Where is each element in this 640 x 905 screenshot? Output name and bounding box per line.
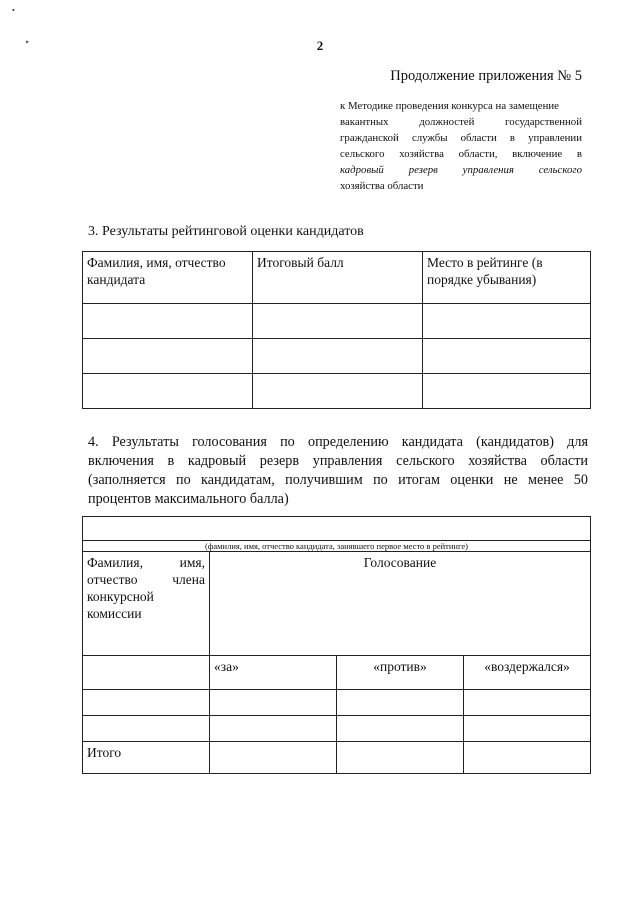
voting-header-row xyxy=(83,552,591,656)
page-number: 2 xyxy=(316,38,324,53)
appendix-description xyxy=(340,98,582,194)
header-rating-place: Место в рейтинге (в порядке убывания) xyxy=(423,252,591,304)
header-voting: Голосование xyxy=(210,552,591,656)
vote-options-row xyxy=(83,656,591,690)
vote-option-for: «за» xyxy=(210,656,337,690)
table-cell xyxy=(83,716,210,742)
candidate-caption: (фамилия, имя, отчество кандидата, занявшего первое место в рейтинге) xyxy=(83,541,591,552)
table-cell xyxy=(423,374,591,409)
appendix-line: хозяйства области xyxy=(340,180,424,192)
table-cell xyxy=(423,339,591,374)
table-cell xyxy=(253,339,423,374)
appendix-line: кадровый резерв управления сельского xyxy=(340,164,582,176)
table-cell xyxy=(253,374,423,409)
table-row xyxy=(83,339,591,374)
candidate-name-row xyxy=(83,517,591,541)
total-row xyxy=(83,742,591,774)
table-cell xyxy=(83,304,253,339)
scan-mark: ‣ xyxy=(25,38,30,47)
table-cell xyxy=(83,339,253,374)
table-cell xyxy=(83,656,210,690)
candidate-name-cell xyxy=(83,517,591,541)
table-row xyxy=(83,690,591,716)
section4-heading: 4. Результаты голосования по определению кандидата (кандидатов) для включения в кадровый резерв управления сельского хозяйства области (заполняется по кандидатам, получившим по итогам оценки не менее 50 процентов максимального балла) xyxy=(88,434,588,507)
vote-option-abstained: «воздержался» xyxy=(464,656,591,690)
table-cell xyxy=(210,716,337,742)
header-total-score: Итоговый балл xyxy=(253,252,423,304)
table-cell xyxy=(337,716,464,742)
table-cell xyxy=(337,742,464,774)
table-cell xyxy=(464,716,591,742)
table-cell xyxy=(210,742,337,774)
table-row xyxy=(83,716,591,742)
header-candidate-name: Фамилия, имя, отчество кандидата xyxy=(83,252,253,304)
table-cell xyxy=(253,304,423,339)
scan-mark: • xyxy=(12,6,15,15)
header-commission-member: Фамилия, имя, отчество члена конкурсной комиссии xyxy=(83,552,210,656)
table-cell xyxy=(210,690,337,716)
table-cell xyxy=(83,690,210,716)
table-cell xyxy=(83,374,253,409)
candidate-caption-row xyxy=(83,541,591,552)
section3-heading: 3. Результаты рейтинговой оценки кандидатов xyxy=(88,224,364,239)
appendix-line: гражданской службы области в управлении xyxy=(340,132,582,144)
rating-table xyxy=(82,251,591,409)
table-cell xyxy=(464,690,591,716)
appendix-line: сельского хозяйства области, включение в xyxy=(340,148,582,160)
table-cell xyxy=(337,690,464,716)
appendix-line: вакантных должностей государственной xyxy=(340,116,582,128)
appendix-title: Продолжение приложения № 5 xyxy=(390,68,582,84)
appendix-line: к Методике проведения конкурса на замещение xyxy=(340,100,559,112)
total-label: Итого xyxy=(83,742,210,774)
vote-option-against: «против» xyxy=(337,656,464,690)
voting-table xyxy=(82,516,591,774)
table-row xyxy=(83,374,591,409)
table-row xyxy=(83,304,591,339)
table-cell xyxy=(423,304,591,339)
table-cell xyxy=(464,742,591,774)
table-header-row xyxy=(83,252,591,304)
